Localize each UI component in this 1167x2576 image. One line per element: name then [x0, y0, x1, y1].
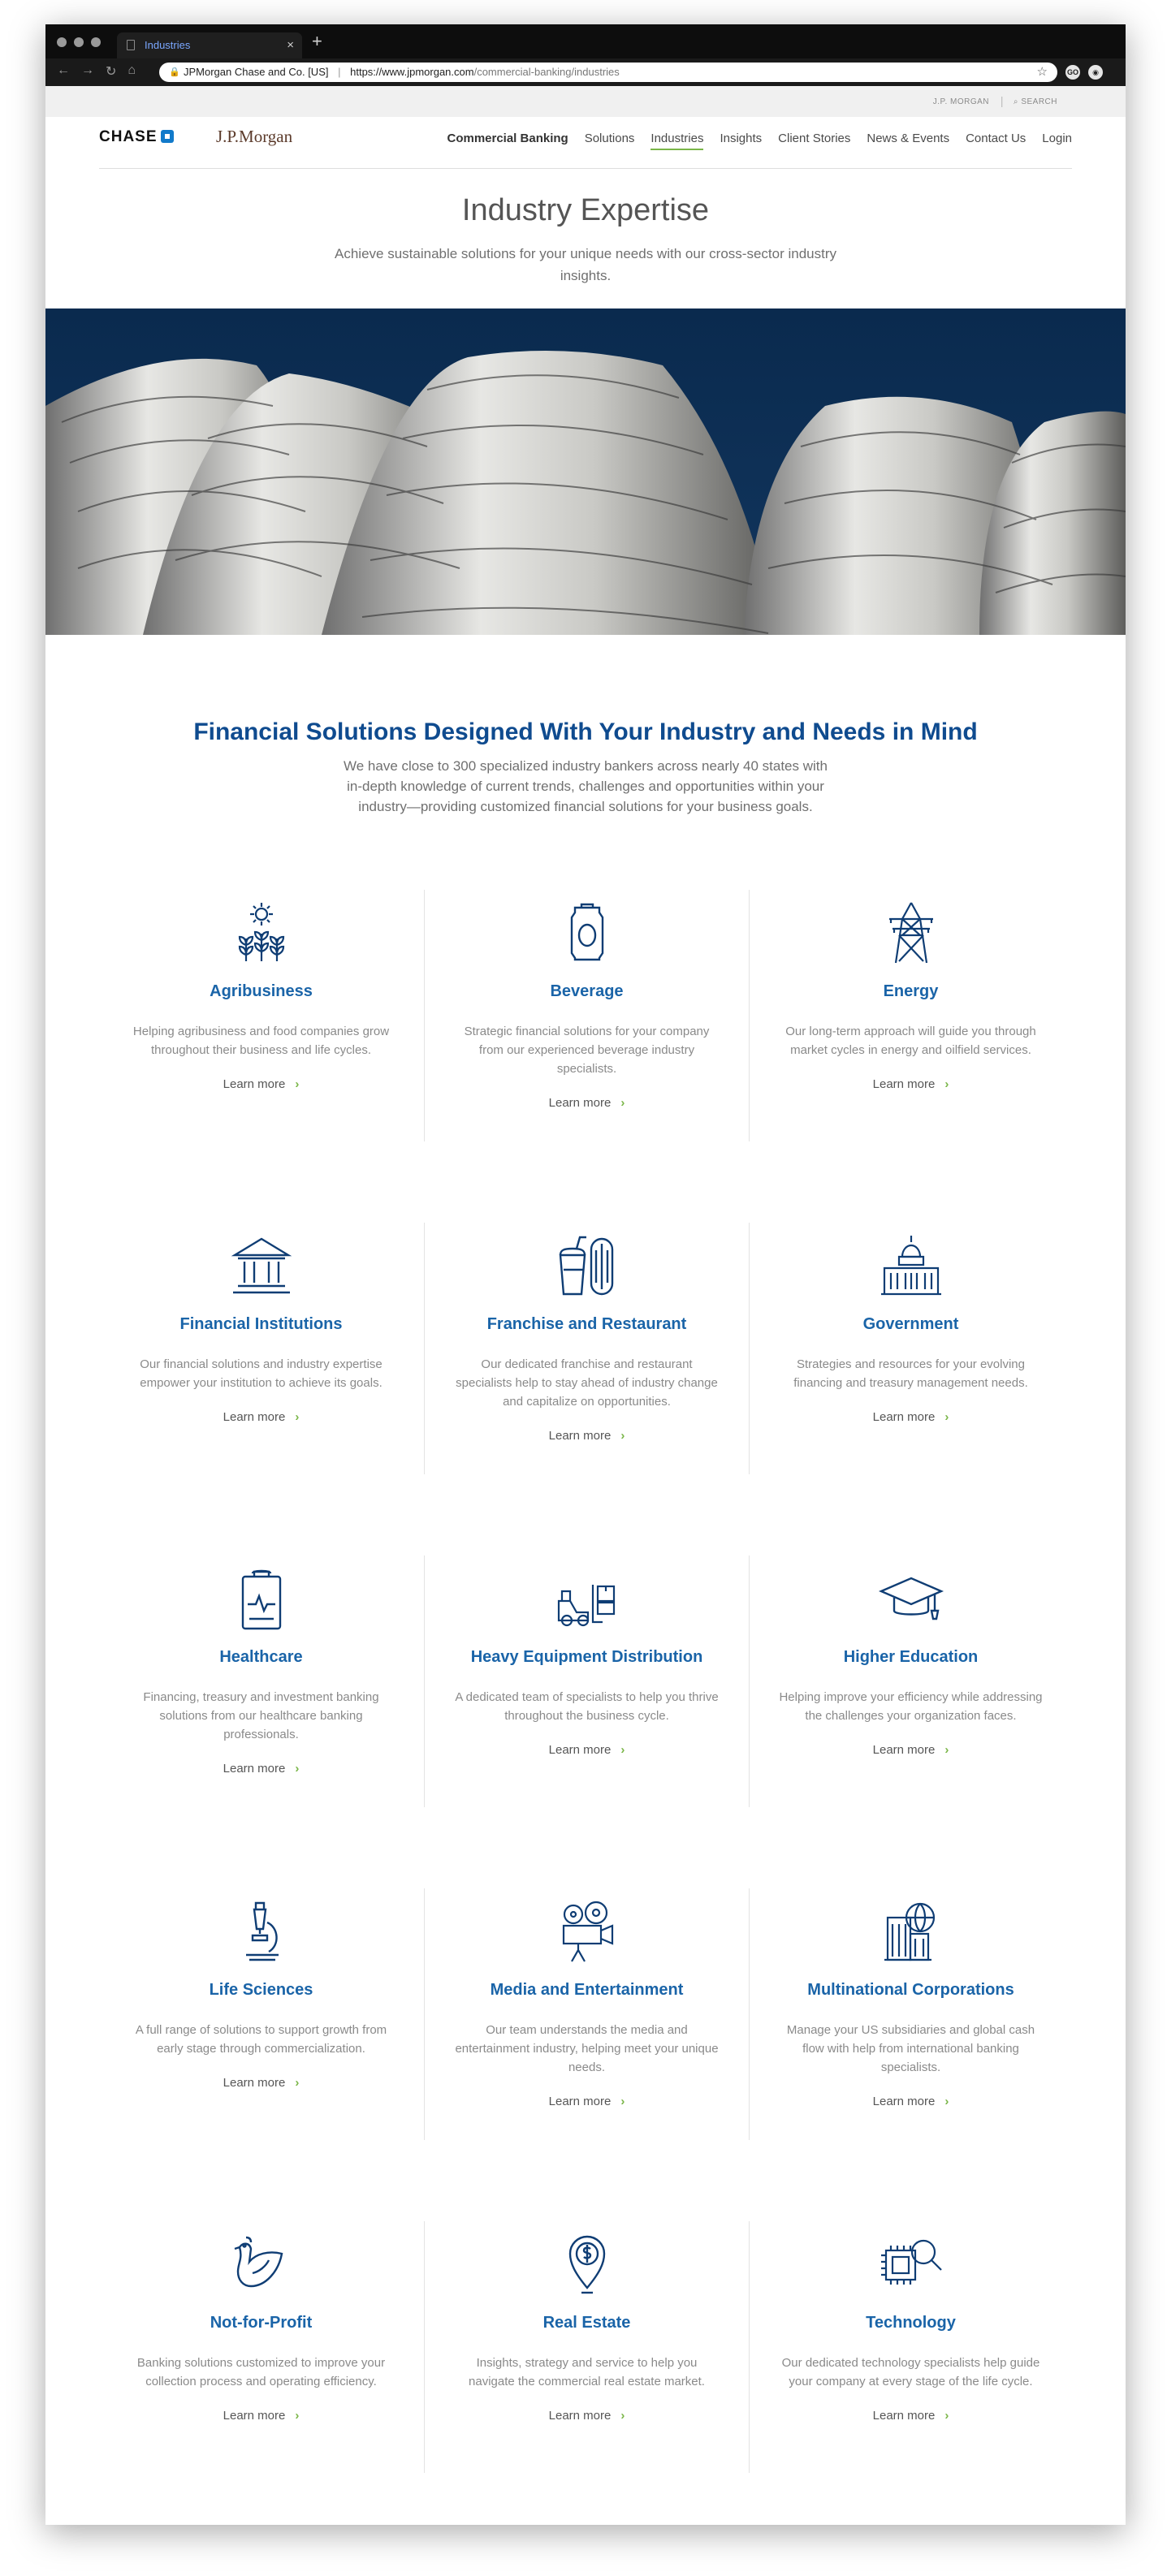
- chevron-right-icon: ›: [620, 1743, 625, 1757]
- zoom-window-icon[interactable]: [91, 37, 101, 47]
- nav-news-events[interactable]: News & Events: [867, 132, 950, 145]
- industry-card-technology: [749, 2221, 1073, 2473]
- extension-icon[interactable]: GO: [1065, 65, 1080, 80]
- tab-title: Industries: [145, 39, 191, 51]
- chevron-right-icon: ›: [295, 1410, 300, 1424]
- chevron-right-icon: ›: [620, 2095, 625, 2108]
- chase-octagon-icon: [161, 130, 174, 143]
- profile-icon[interactable]: ◉: [1088, 65, 1103, 80]
- bank-icon: [228, 1232, 295, 1299]
- browser-window: [45, 24, 1126, 2525]
- learn-more-link-real-estate[interactable]: [549, 2409, 625, 2423]
- nav-commercial-banking[interactable]: Commercial Banking: [447, 132, 568, 145]
- minimize-window-icon[interactable]: [74, 37, 84, 47]
- page-subtitle: Achieve sustainable solutions for your unique needs with our cross-sector industry insights.: [335, 246, 836, 283]
- learn-more-link-technology[interactable]: [873, 2409, 949, 2423]
- window-controls: [57, 37, 101, 47]
- industry-description: Our long-term approach will guide you through market cycles in energy and oilfield services.: [785, 1025, 1036, 1057]
- main-nav: [447, 132, 1072, 150]
- learn-more-link-franchise-restaurant[interactable]: [549, 1429, 625, 1443]
- chevron-right-icon: ›: [944, 1743, 949, 1757]
- learn-more-link-life-sciences[interactable]: [223, 2076, 300, 2090]
- home-icon[interactable]: ⌂: [128, 63, 136, 77]
- chevron-right-icon: ›: [944, 1077, 949, 1091]
- page-title: Industry Expertise: [461, 193, 710, 227]
- chevron-right-icon: ›: [295, 2076, 300, 2090]
- industry-title: Life Sciences: [209, 1981, 313, 1999]
- industry-card-beverage: [424, 890, 750, 1141]
- industry-card-agribusiness: [99, 890, 423, 1141]
- learn-more-label: Learn more: [872, 2095, 936, 2108]
- globe-building-icon: [878, 1898, 944, 1965]
- industry-title: Media and Entertainment: [490, 1981, 684, 1999]
- capitol-icon: [878, 1232, 944, 1299]
- chevron-right-icon: ›: [620, 2409, 625, 2423]
- industry-title: Not-for-Profit: [210, 2314, 313, 2332]
- nav-client-stories[interactable]: Client Stories: [778, 132, 851, 145]
- new-tab-button[interactable]: +: [312, 31, 322, 51]
- learn-more-link-energy[interactable]: [873, 1077, 949, 1091]
- industry-row: [99, 890, 1072, 1141]
- nav-solutions[interactable]: Solutions: [584, 132, 635, 145]
- chevron-right-icon: ›: [620, 1429, 625, 1443]
- utility-divider: |: [1000, 94, 1004, 107]
- industry-description: Strategic financial solutions for your company from our experienced beverage industry specialists.: [464, 1025, 710, 1076]
- jpmorgan-logo[interactable]: J.P.Morgan: [216, 127, 293, 146]
- industry-description: Insights, strategy and service to help you navigate the commercial real estate market.: [469, 2356, 705, 2388]
- hero-image-silos: [45, 309, 1126, 635]
- industry-card-financial-institutions: [99, 1223, 423, 1474]
- nav-login[interactable]: Login: [1042, 132, 1072, 145]
- location-dollar-icon: [554, 2231, 620, 2298]
- page-icon: [127, 40, 135, 50]
- microscope-icon: [228, 1898, 295, 1965]
- back-icon[interactable]: ←: [57, 63, 70, 77]
- learn-more-label: Learn more: [872, 1743, 936, 1757]
- industry-card-higher-education: [749, 1556, 1073, 1807]
- learn-more-link-heavy-equipment[interactable]: [549, 1743, 625, 1757]
- site-identity: JPMorgan Chase and Co. [US]: [184, 66, 329, 78]
- learn-more-label: Learn more: [223, 1762, 286, 1776]
- learn-more-label: Learn more: [548, 2409, 612, 2423]
- site-header: [45, 117, 1126, 169]
- chip-magnifier-icon: [878, 2231, 944, 2298]
- chevron-right-icon: ›: [295, 1762, 300, 1776]
- learn-more-label: Learn more: [872, 1410, 936, 1424]
- industry-card-multinational: [749, 1888, 1073, 2140]
- industry-description: Helping agribusiness and food companies grow throughout their business and life cycles.: [132, 1025, 390, 1057]
- learn-more-label: Learn more: [548, 2095, 612, 2108]
- utility-search-link[interactable]: [1014, 97, 1057, 106]
- nav-insights[interactable]: Insights: [720, 132, 763, 145]
- industry-row: [99, 2221, 1072, 2473]
- close-tab-icon[interactable]: ×: [287, 38, 294, 52]
- learn-more-label: Learn more: [548, 1743, 612, 1757]
- chase-logo-text: CHASE: [99, 128, 158, 145]
- header-divider: [99, 168, 1072, 169]
- chevron-right-icon: ›: [944, 2409, 949, 2423]
- learn-more-link-beverage[interactable]: [549, 1096, 625, 1110]
- learn-more-label: Learn more: [872, 1077, 936, 1091]
- industry-title: Government: [862, 1315, 959, 1333]
- forward-icon[interactable]: →: [81, 63, 94, 77]
- industry-description: Helping improve your efficiency while addressing the challenges your organization faces.: [779, 1690, 1043, 1723]
- industry-title: Healthcare: [219, 1648, 303, 1666]
- industry-title: Heavy Equipment Distribution: [470, 1648, 703, 1666]
- forklift-icon: [554, 1565, 620, 1632]
- industry-description: Manage your US subsidiaries and global cash flow with help from international banking specialists.: [786, 2023, 1035, 2074]
- learn-more-label: Learn more: [223, 2409, 286, 2423]
- can-icon: [554, 900, 620, 966]
- nav-contact-us[interactable]: Contact Us: [966, 132, 1027, 145]
- address-bar[interactable]: [159, 63, 1057, 82]
- chevron-right-icon: ›: [295, 2409, 300, 2423]
- browser-toolbar: [45, 58, 1126, 86]
- industry-description: Our financial solutions and industry expertise empower your institution to achieve its goals.: [140, 1357, 383, 1390]
- industry-card-franchise-restaurant: [424, 1223, 750, 1474]
- industry-description: Banking solutions customized to improve your collection process and operating efficiency.: [136, 2356, 386, 2388]
- url-base: https://www.jpmorgan.com: [350, 66, 474, 78]
- sprout-icon: [228, 900, 295, 966]
- industry-title: Higher Education: [843, 1648, 979, 1666]
- chevron-right-icon: ›: [295, 1077, 300, 1091]
- chevron-right-icon: ›: [620, 1096, 625, 1110]
- industry-description: Our dedicated technology specialists help guide your company at every stage of the life cycle.: [781, 2356, 1040, 2388]
- dove-icon: [228, 2231, 295, 2298]
- reload-icon[interactable]: ↻: [106, 65, 117, 79]
- industry-description: Strategies and resources for your evolving financing and treasury management needs.: [793, 1357, 1028, 1390]
- close-window-icon[interactable]: [57, 37, 67, 47]
- industry-description: Our dedicated franchise and restaurant specialists help to stay ahead of industry change and capitalize on opportunities.: [456, 1357, 718, 1409]
- address-separator: |: [338, 66, 341, 78]
- industry-description: Our team understands the media and entertainment industry, helping meet your unique needs.: [455, 2023, 719, 2074]
- graduation-cap-icon: [878, 1565, 944, 1632]
- lock-icon: 🔒: [169, 67, 180, 77]
- industry-title: Real Estate: [542, 2314, 631, 2332]
- url-path: /commercial-banking/industries: [473, 66, 620, 78]
- industry-title: Multinational Corporations: [807, 1981, 1014, 1999]
- industry-row: [99, 1556, 1072, 1807]
- industry-row: [99, 1888, 1072, 2140]
- industry-title: Beverage: [550, 982, 624, 1000]
- industry-card-heavy-equipment: [424, 1556, 750, 1807]
- utility-nav: [45, 86, 1126, 117]
- industry-row: [99, 1223, 1072, 1474]
- industry-card-media-entertainment: [424, 1888, 750, 2140]
- fast-food-icon: [554, 1232, 620, 1299]
- chevron-right-icon: ›: [944, 1410, 949, 1424]
- utility-jpmorgan-link[interactable]: J.P. MORGAN: [932, 97, 989, 106]
- industry-card-life-sciences: [99, 1888, 423, 2140]
- browser-tab[interactable]: [117, 32, 302, 58]
- learn-more-link-financial-institutions[interactable]: [223, 1410, 300, 1424]
- learn-more-link-agribusiness[interactable]: [223, 1077, 300, 1091]
- section-title: Financial Solutions Designed With Your Industry and Needs in Mind: [193, 718, 978, 745]
- learn-more-label: Learn more: [223, 2076, 286, 2090]
- industry-title: Financial Institutions: [179, 1315, 343, 1333]
- clipboard-pulse-icon: [228, 1565, 295, 1632]
- learn-more-link-healthcare[interactable]: [223, 1762, 300, 1776]
- industry-title: Agribusiness: [210, 982, 313, 1000]
- nav-industries[interactable]: Industries: [650, 132, 703, 150]
- learn-more-label: Learn more: [223, 1077, 286, 1091]
- learn-more-label: Learn more: [548, 1096, 612, 1110]
- industry-title: Energy: [883, 982, 939, 1000]
- industry-card-real-estate: [424, 2221, 750, 2473]
- film-camera-icon: [554, 1898, 620, 1965]
- search-icon: ⌕: [1013, 97, 1019, 106]
- learn-more-label: Learn more: [872, 2409, 936, 2423]
- section-description: We have close to 300 specialized industry bankers across nearly 40 states with in-depth knowledge of current trends, challenges and opportunities within your industry—providing customized financial solutions for your business goals.: [344, 758, 828, 814]
- industry-card-healthcare: [99, 1556, 423, 1807]
- industry-card-government: [749, 1223, 1073, 1474]
- chevron-right-icon: ›: [944, 2095, 949, 2108]
- learn-more-link-government[interactable]: [873, 1410, 949, 1424]
- learn-more-link-higher-education[interactable]: [873, 1743, 949, 1757]
- industry-title: Technology: [866, 2314, 956, 2332]
- browser-tab-bar: [45, 24, 1126, 58]
- learn-more-link-media-entertainment[interactable]: [549, 2095, 625, 2108]
- learn-more-label: Learn more: [223, 1410, 286, 1424]
- bookmark-star-icon[interactable]: ☆: [1036, 65, 1048, 79]
- learn-more-link-not-for-profit[interactable]: [223, 2409, 300, 2423]
- industry-description: A dedicated team of specialists to help you thrive throughout the business cycle.: [455, 1690, 719, 1723]
- industry-title: Franchise and Restaurant: [486, 1315, 687, 1333]
- industry-description: A full range of solutions to support growth from early stage through commercialization.: [135, 2023, 387, 2056]
- power-tower-icon: [878, 900, 944, 966]
- learn-more-label: Learn more: [548, 1429, 612, 1443]
- industry-card-not-for-profit: [99, 2221, 423, 2473]
- chase-logo[interactable]: [99, 128, 174, 146]
- industry-card-energy: [749, 890, 1073, 1141]
- search-label: SEARCH: [1021, 97, 1057, 106]
- learn-more-link-multinational[interactable]: [873, 2095, 949, 2108]
- industry-description: Financing, treasury and investment banking solutions from our healthcare banking professionals.: [143, 1690, 379, 1741]
